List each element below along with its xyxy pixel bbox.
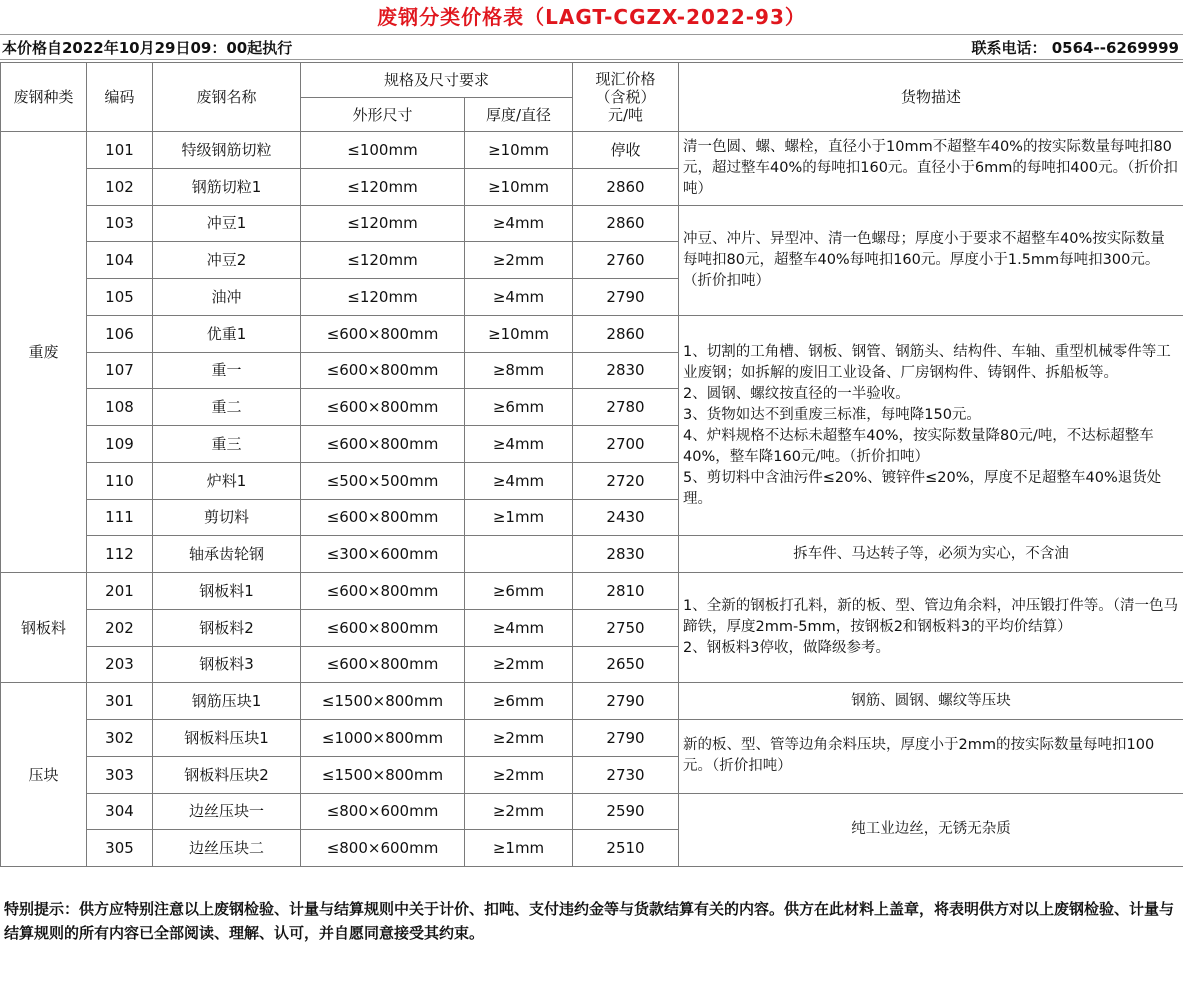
- header-price: [573, 63, 679, 132]
- cell-thickness: ≥10mm: [465, 315, 573, 352]
- cell-name: 冲豆2: [153, 242, 301, 279]
- cell-name: 冲豆1: [153, 205, 301, 242]
- cell-size: ≤1000×800mm: [301, 720, 465, 757]
- cell-size: ≤600×800mm: [301, 609, 465, 646]
- desc-3-line: 2、圆钢、螺纹按直径的一半验收。: [683, 385, 910, 402]
- desc-7: 新的板、型、管等边角余料压块，厚度小于2mm的按实际数量每吨扣100元。（折价扣吨）: [679, 720, 1183, 794]
- table-row: [1, 132, 1183, 169]
- cell-size: ≤120mm: [301, 205, 465, 242]
- cell-price: 2790: [573, 279, 679, 316]
- desc-4: 拆车件、马达转子等，必须为实心，不含油: [679, 536, 1183, 573]
- cell-code: 105: [87, 279, 153, 316]
- cell-name: 炉料1: [153, 462, 301, 499]
- header-category: 废钢种类: [1, 63, 87, 132]
- cell-name: 钢筋切粒1: [153, 168, 301, 205]
- cell-size: ≤600×800mm: [301, 573, 465, 610]
- price-table: [0, 62, 1183, 867]
- cell-thickness: ≥4mm: [465, 279, 573, 316]
- cell-name: 油冲: [153, 279, 301, 316]
- table-row: [1, 573, 1183, 610]
- header-row-1: [1, 63, 1183, 98]
- header-code: 编码: [87, 63, 153, 132]
- cell-name: 特级钢筋切粒: [153, 132, 301, 169]
- cell-price: 2790: [573, 720, 679, 757]
- cell-code: 109: [87, 426, 153, 463]
- desc-3-line: 5、剪切料中含油污件≤20%、镀锌件≤20%，厚度不足超整车40%退货处理。: [683, 469, 1162, 507]
- cell-thickness: ≥1mm: [465, 499, 573, 536]
- desc-5: [679, 573, 1183, 683]
- cell-price: 2860: [573, 205, 679, 242]
- cell-thickness: ≥4mm: [465, 205, 573, 242]
- cell-name: 钢板料2: [153, 609, 301, 646]
- cell-size: ≤600×800mm: [301, 646, 465, 683]
- cell-code: 112: [87, 536, 153, 573]
- desc-3-line: 1、切割的工角槽、钢板、钢管、钢筋头、结构件、车轴、重型机械零件等工业废钢；如拆解的废旧工业设备、厂房钢构件、铸钢件、拆船板等。: [683, 343, 1171, 381]
- header-price-line1: 现汇价格: [595, 70, 656, 88]
- cell-size: ≤300×600mm: [301, 536, 465, 573]
- cell-price: 2430: [573, 499, 679, 536]
- cell-code: 301: [87, 683, 153, 720]
- cell-thickness: ≥6mm: [465, 683, 573, 720]
- contact-phone: 联系电话： 0564--6269999: [971, 39, 1179, 57]
- cell-name: 钢筋压块1: [153, 683, 301, 720]
- cell-price: 2830: [573, 352, 679, 389]
- cell-name: 边丝压块二: [153, 830, 301, 867]
- cell-code: 203: [87, 646, 153, 683]
- cell-price: 2760: [573, 242, 679, 279]
- cell-name: 重二: [153, 389, 301, 426]
- cell-size: ≤120mm: [301, 168, 465, 205]
- cell-size: ≤1500×800mm: [301, 756, 465, 793]
- cell-code: 302: [87, 720, 153, 757]
- cell-code: 202: [87, 609, 153, 646]
- cell-name: 边丝压块一: [153, 793, 301, 830]
- cell-code: 107: [87, 352, 153, 389]
- cell-name: 钢板料压块2: [153, 756, 301, 793]
- cell-size: ≤500×500mm: [301, 462, 465, 499]
- cell-code: 201: [87, 573, 153, 610]
- cell-size: ≤120mm: [301, 279, 465, 316]
- desc-5-line: 1、全新的钢板打孔料，新的板、型、管边角余料，冲压锻打件等。（清一色马蹄铁，厚度2mm-5mm，按钢板2和钢板料3的平均价结算）: [683, 598, 1178, 636]
- cell-code: 305: [87, 830, 153, 867]
- header-name: 废钢名称: [153, 63, 301, 132]
- table-row: [1, 536, 1183, 573]
- cell-thickness: ≥8mm: [465, 352, 573, 389]
- table-row: [1, 793, 1183, 830]
- cell-thickness: ≥6mm: [465, 389, 573, 426]
- cell-thickness: [465, 536, 573, 573]
- cell-thickness: ≥6mm: [465, 573, 573, 610]
- cell-size: ≤600×800mm: [301, 426, 465, 463]
- cell-price: 2790: [573, 683, 679, 720]
- cell-thickness: ≥2mm: [465, 242, 573, 279]
- cell-code: 303: [87, 756, 153, 793]
- cell-price: 2590: [573, 793, 679, 830]
- header-thickness: 厚度/直径: [465, 98, 573, 132]
- desc-2: 冲豆、冲片、异型冲、清一色螺母；厚度小于要求不超整车40%按实际数量每吨扣80元，超整车40%每吨扣160元。厚度小于1.5mm每吨扣300元。（折价扣吨）: [679, 205, 1183, 315]
- desc-8: 纯工业边丝，无锈无杂质: [679, 793, 1183, 867]
- cell-name: 优重1: [153, 315, 301, 352]
- cell-price: 2730: [573, 756, 679, 793]
- cell-price: 2650: [573, 646, 679, 683]
- cell-price: 2860: [573, 315, 679, 352]
- desc-6: 钢筋、圆钢、螺纹等压块: [679, 683, 1183, 720]
- cell-code: 304: [87, 793, 153, 830]
- cell-size: ≤100mm: [301, 132, 465, 169]
- category-block: 压块: [1, 683, 87, 867]
- cell-price: 2860: [573, 168, 679, 205]
- cell-size: ≤120mm: [301, 242, 465, 279]
- cell-thickness: ≥2mm: [465, 756, 573, 793]
- effective-date: 本价格自2022年10月29日09：00起执行: [2, 39, 293, 57]
- cell-price: 停收: [573, 132, 679, 169]
- header-desc: 货物描述: [679, 63, 1183, 132]
- cell-thickness: ≥4mm: [465, 609, 573, 646]
- cell-code: 104: [87, 242, 153, 279]
- cell-thickness: ≥4mm: [465, 462, 573, 499]
- table-row: [1, 315, 1183, 352]
- desc-1: 清一色圆、螺、螺栓，直径小于10mm不超整车40%的按实际数量每吨扣80元，超过整车40%的每吨扣160元。直径小于6mm的每吨扣400元。（折价扣吨）: [679, 132, 1183, 206]
- cell-thickness: ≥1mm: [465, 830, 573, 867]
- cell-price: 2510: [573, 830, 679, 867]
- header-price-line2: （含税）: [595, 88, 656, 106]
- table-row: [1, 683, 1183, 720]
- page-title: 废钢分类价格表（LAGT-CGZX-2022-93）: [377, 5, 806, 29]
- table-row: [1, 720, 1183, 757]
- sub-header: [0, 34, 1183, 60]
- cell-price: 2720: [573, 462, 679, 499]
- cell-code: 101: [87, 132, 153, 169]
- cell-price: 2750: [573, 609, 679, 646]
- desc-3: [679, 315, 1183, 536]
- cell-size: ≤600×800mm: [301, 389, 465, 426]
- cell-name: 钢板料压块1: [153, 720, 301, 757]
- cell-name: 重三: [153, 426, 301, 463]
- cell-name: 钢板料3: [153, 646, 301, 683]
- cell-name: 重一: [153, 352, 301, 389]
- cell-size: ≤800×600mm: [301, 793, 465, 830]
- cell-price: 2700: [573, 426, 679, 463]
- desc-3-line: 4、炉料规格不达标未超整车40%，按实际数量降80元/吨，不达标超整车40%，整车降160元/吨。（折价扣吨）: [683, 427, 1154, 465]
- cell-code: 108: [87, 389, 153, 426]
- desc-3-line: 3、货物如达不到重废三标准，每吨降150元。: [683, 406, 981, 423]
- category-plate: 钢板料: [1, 573, 87, 683]
- header-price-line3: 元/吨: [607, 106, 644, 124]
- category-heavy: 重废: [1, 132, 87, 573]
- cell-code: 103: [87, 205, 153, 242]
- header-outer-size: 外形尺寸: [301, 98, 465, 132]
- cell-price: 2810: [573, 573, 679, 610]
- cell-thickness: ≥10mm: [465, 168, 573, 205]
- header-spec: 规格及尺寸要求: [301, 63, 573, 98]
- cell-code: 102: [87, 168, 153, 205]
- cell-thickness: ≥4mm: [465, 426, 573, 463]
- special-notice: 特别提示：供方应特别注意以上废钢检验、计量与结算规则中关于计价、扣吨、支付违约金等与货款结算有关的内容。供方在此材料上盖章，将表明供方对以上废钢检验、计量与结算规则的所有内容已全部阅读、理解、认可，并自愿同意接受其约束。: [4, 900, 1175, 942]
- cell-code: 110: [87, 462, 153, 499]
- cell-thickness: ≥2mm: [465, 793, 573, 830]
- cell-price: 2780: [573, 389, 679, 426]
- cell-name: 剪切料: [153, 499, 301, 536]
- cell-name: 钢板料1: [153, 573, 301, 610]
- cell-size: ≤600×800mm: [301, 352, 465, 389]
- desc-5-line: 2、钢板料3停收，做降级参考。: [683, 640, 890, 657]
- cell-price: 2830: [573, 536, 679, 573]
- table-row: [1, 205, 1183, 242]
- cell-size: ≤600×800mm: [301, 499, 465, 536]
- cell-code: 111: [87, 499, 153, 536]
- cell-name: 轴承齿轮钢: [153, 536, 301, 573]
- cell-size: ≤600×800mm: [301, 315, 465, 352]
- cell-thickness: ≥10mm: [465, 132, 573, 169]
- cell-thickness: ≥2mm: [465, 720, 573, 757]
- cell-thickness: ≥2mm: [465, 646, 573, 683]
- cell-code: 106: [87, 315, 153, 352]
- cell-size: ≤800×600mm: [301, 830, 465, 867]
- cell-size: ≤1500×800mm: [301, 683, 465, 720]
